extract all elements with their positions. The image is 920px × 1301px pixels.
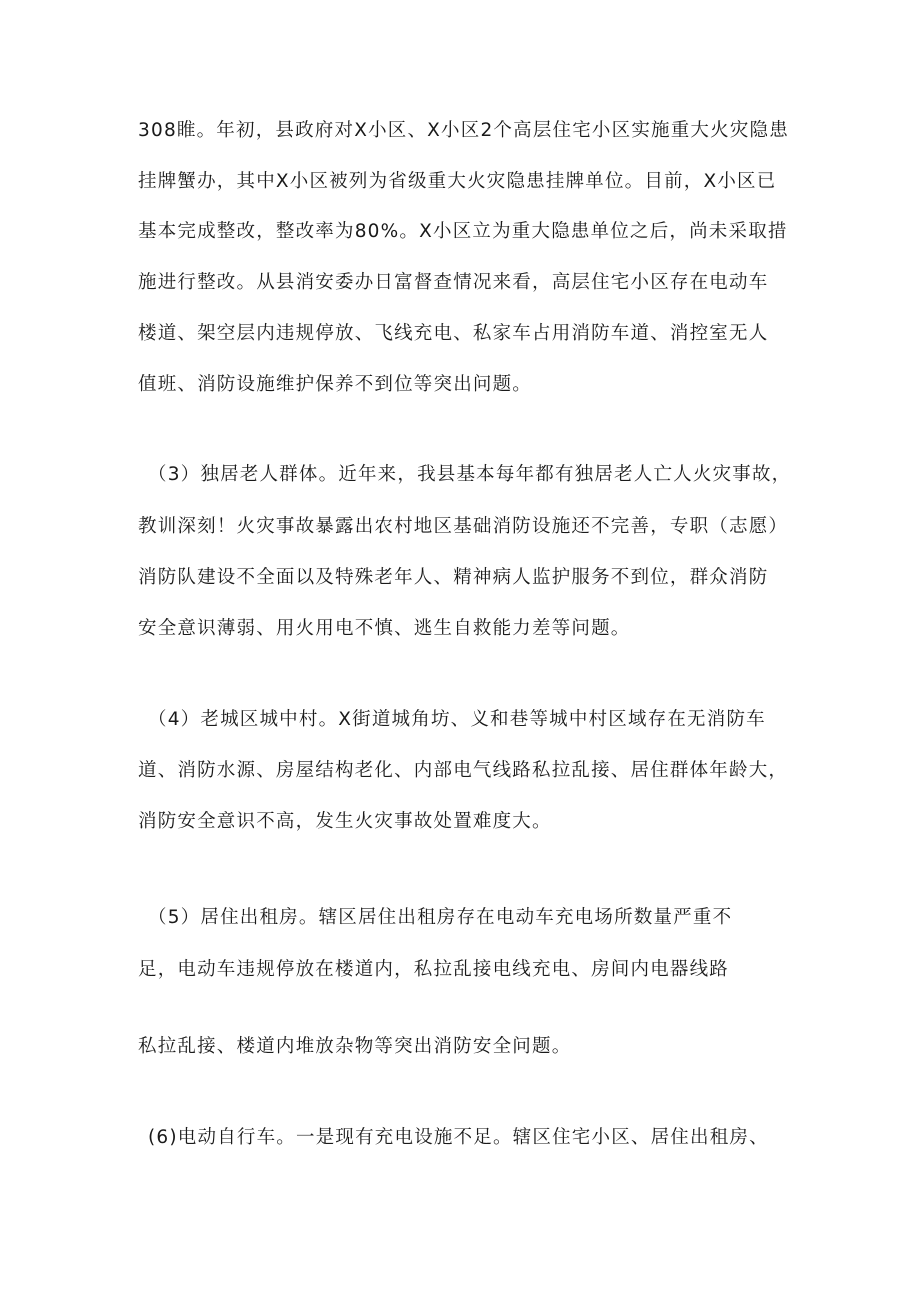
- paragraph-line: 安全意识薄弱、用火用电不慎、逃生自救能力差等问题。: [138, 618, 631, 639]
- section-heading-line: （3）独居老人群体。近年来，我县基本每年都有独居老人亡人火灾事故，: [148, 464, 792, 485]
- paragraph-line: 基本完成整改，整改率为80%。X小区立为重大隐患单位之后，尚未采取措: [138, 221, 788, 242]
- paragraph-line: 消防安全意识不高，发生火灾事故处置难度大。: [138, 811, 552, 832]
- section-heading-line: （4）老城区城中村。X街道城角坊、义和巷等城中村区域存在无消防车: [148, 709, 766, 730]
- paragraph-line: 308睢。年初，县政府对X小区、X小区2个高层住宅小区实施重大火灾隐患: [138, 120, 789, 141]
- paragraph-line: 足，电动车违规停放在楼道内，私拉乱接电线充电、房间内电器线路: [138, 959, 730, 980]
- paragraph-line: 值班、消防设施维护保养不到位等突出问题。: [138, 374, 533, 395]
- paragraph-line: 消防队建设不全面以及特殊老年人、精神病人监护服务不到位，群众消防: [138, 567, 769, 588]
- paragraph-line: 挂牌蟹办，其中X小区被列为省级重大火灾隐患挂牌单位。目前，X小区已: [138, 171, 777, 192]
- paragraph-line: 楼道、架空层内违规停放、飞线充电、私家车占用消防车道、消控室无人: [138, 323, 769, 344]
- paragraph-line: 道、消防水源、房屋结构老化、内部电气线路私拉乱接、居住群体年龄大，: [138, 760, 789, 781]
- section-heading-line: （5）居住出租房。辖区居住出租房存在电动车充电场所数量严重不: [148, 907, 733, 928]
- paragraph-line: 教训深刻！火灾事故暴露出农村地区基础消防设施还不完善，专职（志愿）: [138, 516, 789, 537]
- paragraph-line: 私拉乱接、楼道内堆放杂物等突出消防安全问题。: [138, 1036, 572, 1057]
- section-heading-line: (6)电动自行车。一是现有充电设施不足。辖区住宅小区、居住出租房、: [148, 1127, 769, 1148]
- paragraph-line: 施进行整改。从县消安委办日富督查情况来看，高层住宅小区存在电动车: [138, 272, 769, 293]
